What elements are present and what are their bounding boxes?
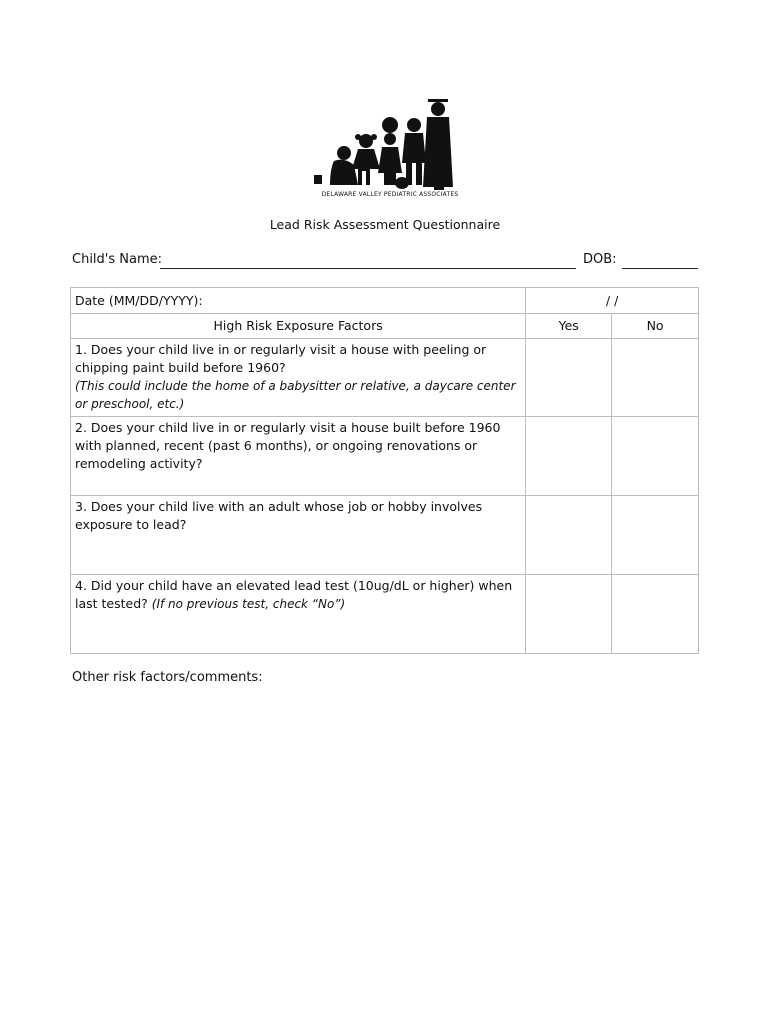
child-info-row — [72, 252, 698, 272]
child-name-label: Child's Name: — [72, 252, 163, 267]
yes-checkbox-cell[interactable] — [526, 575, 612, 654]
yes-checkbox-cell[interactable] — [526, 417, 612, 496]
table-row — [71, 496, 699, 575]
dob-label: DOB: — [583, 252, 617, 267]
no-checkbox-cell[interactable] — [612, 496, 699, 575]
yes-checkbox-cell[interactable] — [526, 339, 612, 417]
table-row — [71, 339, 699, 417]
question-cell — [71, 575, 526, 654]
no-checkbox-cell[interactable] — [612, 575, 699, 654]
dob-field[interactable] — [622, 268, 698, 269]
child-name-field[interactable] — [160, 268, 576, 269]
practice-logo — [300, 95, 480, 205]
other-risk-factors-label: Other risk factors/comments: — [72, 670, 263, 685]
header-row — [71, 314, 699, 339]
question-cell — [71, 496, 526, 575]
no-checkbox-cell[interactable] — [612, 417, 699, 496]
document-title: Lead Risk Assessment Questionnaire — [269, 217, 501, 232]
date-row — [71, 288, 699, 314]
factors-header: High Risk Exposure Factors — [71, 314, 526, 339]
no-checkbox-cell[interactable] — [612, 339, 699, 417]
date-label: Date (MM/DD/YYYY): — [71, 288, 526, 314]
table-row — [71, 575, 699, 654]
question-note: (This could include the home of a babysitter or relative, a daycare center or preschool, etc.) — [75, 379, 516, 411]
question-text: 1. Does your child live in or regularly visit a house with peeling or chipping paint build before 1960? — [75, 342, 487, 375]
question-note: (If no previous test, check “No”) — [151, 597, 346, 611]
family-silhouette-logo-icon — [300, 95, 480, 191]
logo-text: DELAWARE VALLEY PEDIATRIC ASSOCIATES — [321, 191, 459, 198]
no-header: No — [612, 314, 699, 339]
risk-questionnaire-table — [70, 287, 699, 654]
question-text: 4. Did your child have an elevated lead test (10ug/dL or higher) when last tested? — [75, 578, 513, 611]
question-text: 3. Does your child live with an adult whose job or hobby involves exposure to lead? — [75, 499, 483, 532]
question-cell — [71, 417, 526, 496]
question-cell — [71, 339, 526, 417]
table-row — [71, 417, 699, 496]
yes-checkbox-cell[interactable] — [526, 496, 612, 575]
date-field[interactable]: / / — [526, 288, 699, 314]
question-text: 2. Does your child live in or regularly visit a house built before 1960 with planned, recent (past 6 months), or ongoing renovations or remodeling activity? — [75, 420, 501, 471]
yes-header: Yes — [526, 314, 612, 339]
